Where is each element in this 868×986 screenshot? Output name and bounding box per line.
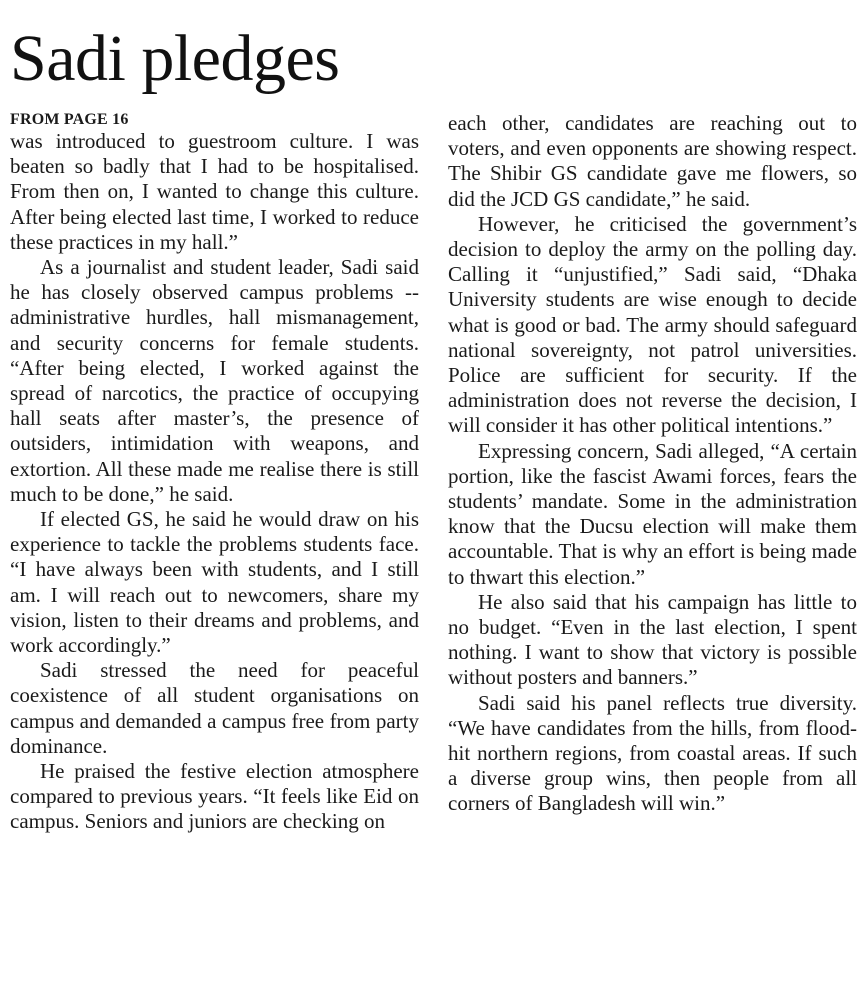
paragraph: was introduced to guestroom culture. I was beaten so badly that I had to be hospitalised. From then on, I wanted to change this culture. After being elected last time, I worked to reduce these practices in my hall.”: [10, 129, 419, 254]
jump-label: FROM PAGE 16: [10, 111, 129, 128]
paragraph: Expressing concern, Sadi alleged, “A certain portion, like the fascist Awami forces, fears the students’ mandate. Some in the administration know that the Ducsu election will make them accountable. That is why an effort is being made to thwart this election.”: [448, 438, 857, 589]
paragraph: As a journalist and student leader, Sadi said he has closely observed campus problems -- administrative hurdles, hall mismanagement, and security concerns for female students. “After being elected, I worked against the spread of narcotics, the practice of occupying hall seats after master’s, the presence of outsiders, intimidation with weapons, and extortion. All these made me realise there is still much to be done,” he said.: [10, 255, 419, 506]
headline: Sadi pledges: [10, 22, 340, 95]
paragraph: Sadi stressed the need for peaceful coexistence of all student organisations on campus and demanded a campus free from party dominance.: [10, 658, 419, 758]
paragraph: each other, candidates are reaching out to voters, and even opponents are showing respect. The Shibir GS candidate gave me flowers, so did the JCD GS candidate,” he said.: [448, 111, 857, 211]
paragraph: If elected GS, he said he would draw on his experience to tackle the problems students face. “I have always been with students, and I still am. I will reach out to newcomers, share my vision, listen to their dreams and problems, and work accordingly.”: [10, 507, 419, 658]
paragraph: Sadi said his panel reflects true diversity. “We have candidates from the hills, from flood-hit northern regions, from coastal areas. If such a diverse group wins, then people from all corners of Bangladesh will win.”: [448, 690, 857, 816]
paragraph: However, he criticised the government’s decision to deploy the army on the polling day. Calling it “unjustified,” Sadi said, “Dhaka University students are wise enough to decide what is good or bad. The army should safeguard national sovereignty, not patrol universities. Police are sufficient for security. If the administration does not reverse the decision, I will consider it has other political intentions.”: [448, 211, 857, 438]
paragraph: He praised the festive election atmosphere compared to previous years. “It feels like Eid on campus. Seniors and juniors are checking on: [10, 759, 419, 834]
paragraph: He also said that his campaign has little to no budget. “Even in the last election, I spent nothing. I want to show that victory is possible without posters and banners.”: [448, 589, 857, 690]
left-column: [10, 110, 419, 835]
right-column: [448, 111, 857, 817]
